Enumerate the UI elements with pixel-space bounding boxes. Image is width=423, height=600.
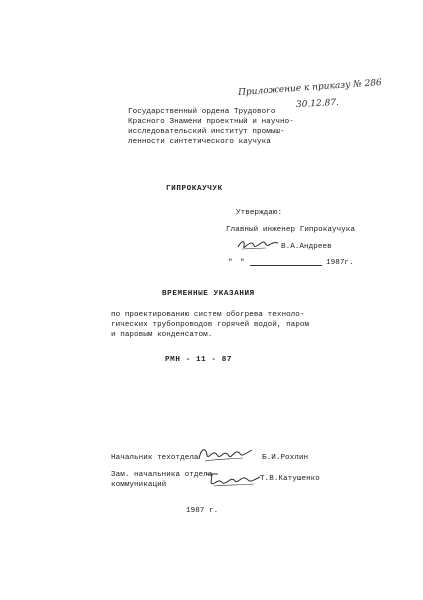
approval-label: Утверждаю: — [236, 209, 283, 217]
approval-date-open-quote: " — [228, 259, 233, 267]
approval-position: Главный инженер Гипрокаучука — [226, 226, 355, 234]
approval-date-line — [250, 265, 322, 266]
signer-position: Зам. начальника отдела — [111, 471, 213, 479]
institution-line: исследовательский институт промыш- — [128, 128, 285, 136]
annotation-line-2: 30.12.87. — [295, 97, 340, 111]
institution-line: ленности синтетического каучука — [128, 138, 271, 146]
approval-date-close-quote: " — [240, 259, 245, 267]
institution-line: Государственный ордена Трудового — [128, 108, 276, 116]
institution-line: Красного Знамени проектный и научно- — [128, 118, 294, 126]
org-short-name: ГИПРОКАУЧУК — [166, 185, 223, 193]
document-title: ВРЕМЕННЫЕ УКАЗАНИЯ — [162, 290, 255, 298]
signer-name: Б.И.Рохлин — [262, 454, 309, 462]
signer-position: коммуникаций — [111, 481, 167, 489]
document-subtitle-line: гических трубопроводов горячей водой, паром — [111, 321, 310, 329]
approval-year: 1987г. — [326, 259, 354, 267]
signer-name: Т.В.Катушенко — [260, 475, 320, 483]
document-subtitle-line: и паровым конденсатом. — [111, 331, 213, 339]
footer-year: 1987 г. — [186, 507, 219, 515]
signer-signature — [196, 444, 254, 464]
signer-position: Начальник техотдела — [111, 454, 199, 462]
signer-signature — [204, 469, 262, 489]
document-subtitle-line: по проектированию систем обогрева техноло- — [111, 311, 305, 319]
document-code: РМН - 11 - 87 — [165, 356, 233, 364]
approver-signature — [236, 237, 280, 253]
approver-name: В.А.Андреев — [281, 243, 332, 251]
annotation-line-1: Приложение к приказу № 286 — [237, 77, 383, 99]
